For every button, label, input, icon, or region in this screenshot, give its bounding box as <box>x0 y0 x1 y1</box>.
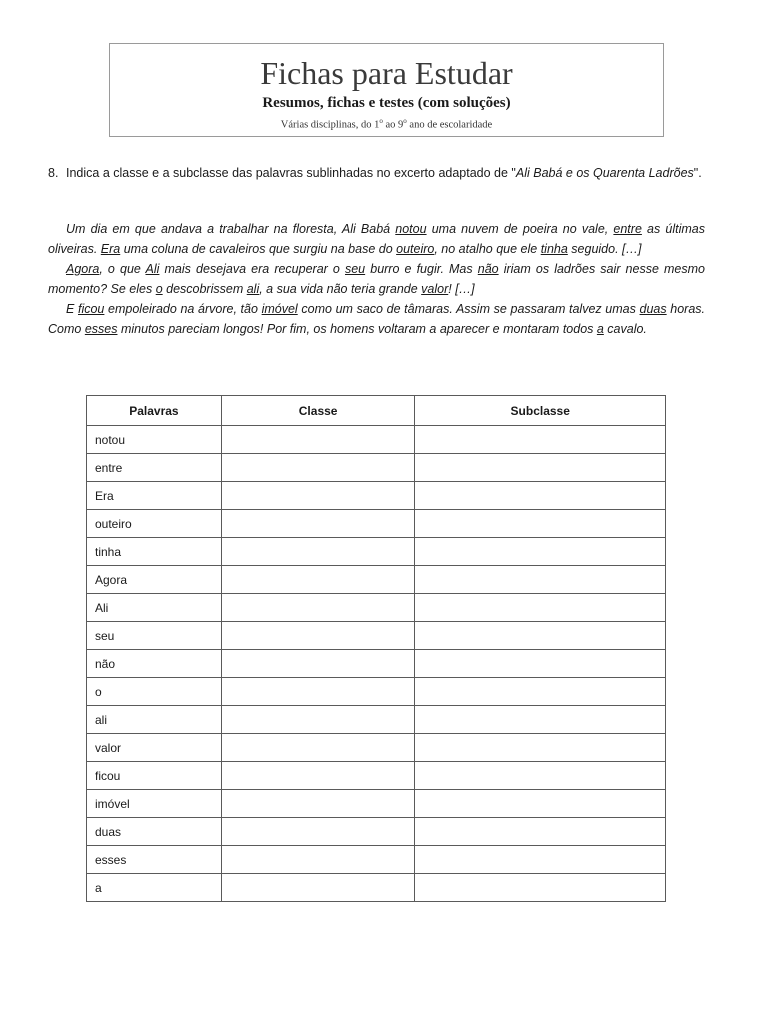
table-row <box>87 566 666 594</box>
classe-cell[interactable] <box>221 622 415 650</box>
table-row <box>87 510 666 538</box>
subclasse-cell[interactable] <box>415 538 666 566</box>
table-row <box>87 874 666 902</box>
underlined-word: Agora <box>66 262 100 276</box>
table-row <box>87 706 666 734</box>
classe-cell[interactable] <box>221 706 415 734</box>
underlined-word: valor <box>421 282 449 296</box>
excerpt-text: horas. Como <box>48 302 706 336</box>
classe-cell[interactable] <box>221 510 415 538</box>
excerpt-text: uma nuvem de poeira no vale, <box>426 222 614 236</box>
classe-cell[interactable] <box>221 818 415 846</box>
table-row <box>87 650 666 678</box>
subclasse-cell[interactable] <box>415 790 666 818</box>
word-cell: duas <box>87 818 222 846</box>
subclasse-cell[interactable] <box>415 734 666 762</box>
classe-cell[interactable] <box>221 762 415 790</box>
classe-cell[interactable] <box>221 594 415 622</box>
classe-cell[interactable] <box>221 874 415 902</box>
header-palavras: Palavras <box>87 396 222 426</box>
subclasse-cell[interactable] <box>415 678 666 706</box>
word-cell: imóvel <box>87 790 222 818</box>
caption-superscript: o <box>379 117 383 125</box>
table-row <box>87 482 666 510</box>
header-subclasse: Subclasse <box>415 396 666 426</box>
classe-cell[interactable] <box>221 426 415 454</box>
excerpt-text: E <box>66 302 78 316</box>
table-row <box>87 426 666 454</box>
excerpt-text: burro e fugir. Mas <box>365 262 478 276</box>
underlined-word: entre <box>613 222 642 236</box>
underlined-word: ali <box>246 282 260 296</box>
underlined-word: a <box>596 322 604 336</box>
table-row <box>87 538 666 566</box>
excerpt-text: como um saco de tâmaras. Assim se passaram talvez umas <box>297 302 640 316</box>
word-cell: notou <box>87 426 222 454</box>
classe-cell[interactable] <box>221 650 415 678</box>
word-cell: Agora <box>87 566 222 594</box>
excerpt-text: , no atalho que ele <box>434 242 541 256</box>
subclasse-cell[interactable] <box>415 622 666 650</box>
subclasse-cell[interactable] <box>415 650 666 678</box>
question-text <box>66 163 705 183</box>
word-cell: tinha <box>87 538 222 566</box>
excerpt-text: , a sua vida não teria grande <box>259 282 422 296</box>
classe-cell[interactable] <box>221 482 415 510</box>
subclasse-cell[interactable] <box>415 426 666 454</box>
underlined-word: Ali <box>145 262 160 276</box>
excerpt-paragraph <box>48 219 705 259</box>
word-cell: entre <box>87 454 222 482</box>
subclasse-cell[interactable] <box>415 818 666 846</box>
underlined-word: seu <box>344 262 366 276</box>
underlined-word: tinha <box>540 242 568 256</box>
classe-cell[interactable] <box>221 734 415 762</box>
excerpt-text: cavalo. <box>603 322 647 336</box>
table-row <box>87 622 666 650</box>
excerpt-text: ! […] <box>448 282 475 296</box>
table-row <box>87 454 666 482</box>
table-header-row <box>87 396 666 426</box>
subclasse-cell[interactable] <box>415 762 666 790</box>
excerpt-text: seguido. […] <box>567 242 642 256</box>
underlined-word: outeiro <box>396 242 435 256</box>
question <box>48 163 705 183</box>
underlined-word: esses <box>84 322 118 336</box>
underlined-word: o <box>155 282 163 296</box>
answer-rows <box>87 426 666 902</box>
subclasse-cell[interactable] <box>415 566 666 594</box>
excerpt-text: minutos pareciam longos! Por fim, os homens voltaram a aparecer e montaram todos <box>117 322 597 336</box>
header-subtitle: Resumos, fichas e testes (com soluções) <box>262 95 511 111</box>
table-row <box>87 594 666 622</box>
word-cell: esses <box>87 846 222 874</box>
subclasse-cell[interactable] <box>415 594 666 622</box>
underlined-word: ficou <box>77 302 105 316</box>
table-row <box>87 762 666 790</box>
word-cell: valor <box>87 734 222 762</box>
classe-cell[interactable] <box>221 846 415 874</box>
classe-cell[interactable] <box>221 566 415 594</box>
word-cell: o <box>87 678 222 706</box>
word-cell: a <box>87 874 222 902</box>
word-cell: outeiro <box>87 510 222 538</box>
subclasse-cell[interactable] <box>415 846 666 874</box>
answer-table <box>86 395 666 902</box>
underlined-word: duas <box>639 302 667 316</box>
word-cell: não <box>87 650 222 678</box>
excerpt-text: iriam os ladrões sair nesse mesmo momento? Se eles <box>48 262 705 296</box>
caption-superscript: o <box>403 117 407 125</box>
excerpt-text: uma coluna de cavaleiros que surgiu na base do <box>120 242 397 256</box>
subclasse-cell[interactable] <box>415 510 666 538</box>
header-classe: Classe <box>221 396 415 426</box>
underlined-word: imóvel <box>261 302 298 316</box>
table-row <box>87 790 666 818</box>
word-cell: Ali <box>87 594 222 622</box>
excerpt <box>48 219 705 339</box>
classe-cell[interactable] <box>221 454 415 482</box>
header-caption <box>110 114 663 133</box>
word-cell: ali <box>87 706 222 734</box>
excerpt-text: empoleirado na árvore, tão <box>104 302 262 316</box>
classe-cell[interactable] <box>221 678 415 706</box>
excerpt-text: descobrissem <box>162 282 247 296</box>
subclasse-cell[interactable] <box>415 482 666 510</box>
header-title: Fichas para Estudar <box>260 55 513 91</box>
caption-part: Várias disciplinas, do 1 <box>280 119 380 131</box>
table-row <box>87 734 666 762</box>
table-row <box>87 846 666 874</box>
work-title: Ali Babá e os Quarenta Ladrões <box>515 166 694 180</box>
excerpt-text: , o que <box>99 262 146 276</box>
classe-cell[interactable] <box>221 790 415 818</box>
underlined-word: não <box>477 262 499 276</box>
underlined-word: Era <box>100 242 121 256</box>
subclasse-cell[interactable] <box>415 454 666 482</box>
word-cell: ficou <box>87 762 222 790</box>
classe-cell[interactable] <box>221 538 415 566</box>
question-text-before: Indica a classe e a subclasse das palavras sublinhadas no excerto adaptado de " <box>66 166 516 180</box>
excerpt-paragraph <box>48 299 705 339</box>
excerpt-text: as últimas oliveiras. <box>48 222 706 256</box>
excerpt-paragraph <box>48 259 705 299</box>
caption-part: ao 9 <box>382 119 404 131</box>
subclasse-cell[interactable] <box>415 874 666 902</box>
underlined-word: notou <box>395 222 427 236</box>
word-cell: Era <box>87 482 222 510</box>
table-row <box>87 818 666 846</box>
table-row <box>87 678 666 706</box>
question-text-after: ". <box>693 166 702 180</box>
excerpt-text: Um dia em que andava a trabalhar na floresta, Ali Babá <box>66 222 396 236</box>
question-number: 8. <box>48 166 59 180</box>
caption-part: ano de escolaridade <box>406 119 493 131</box>
word-cell: seu <box>87 622 222 650</box>
header-box <box>109 43 664 137</box>
subclasse-cell[interactable] <box>415 706 666 734</box>
excerpt-text: mais desejava era recuperar o <box>159 262 345 276</box>
